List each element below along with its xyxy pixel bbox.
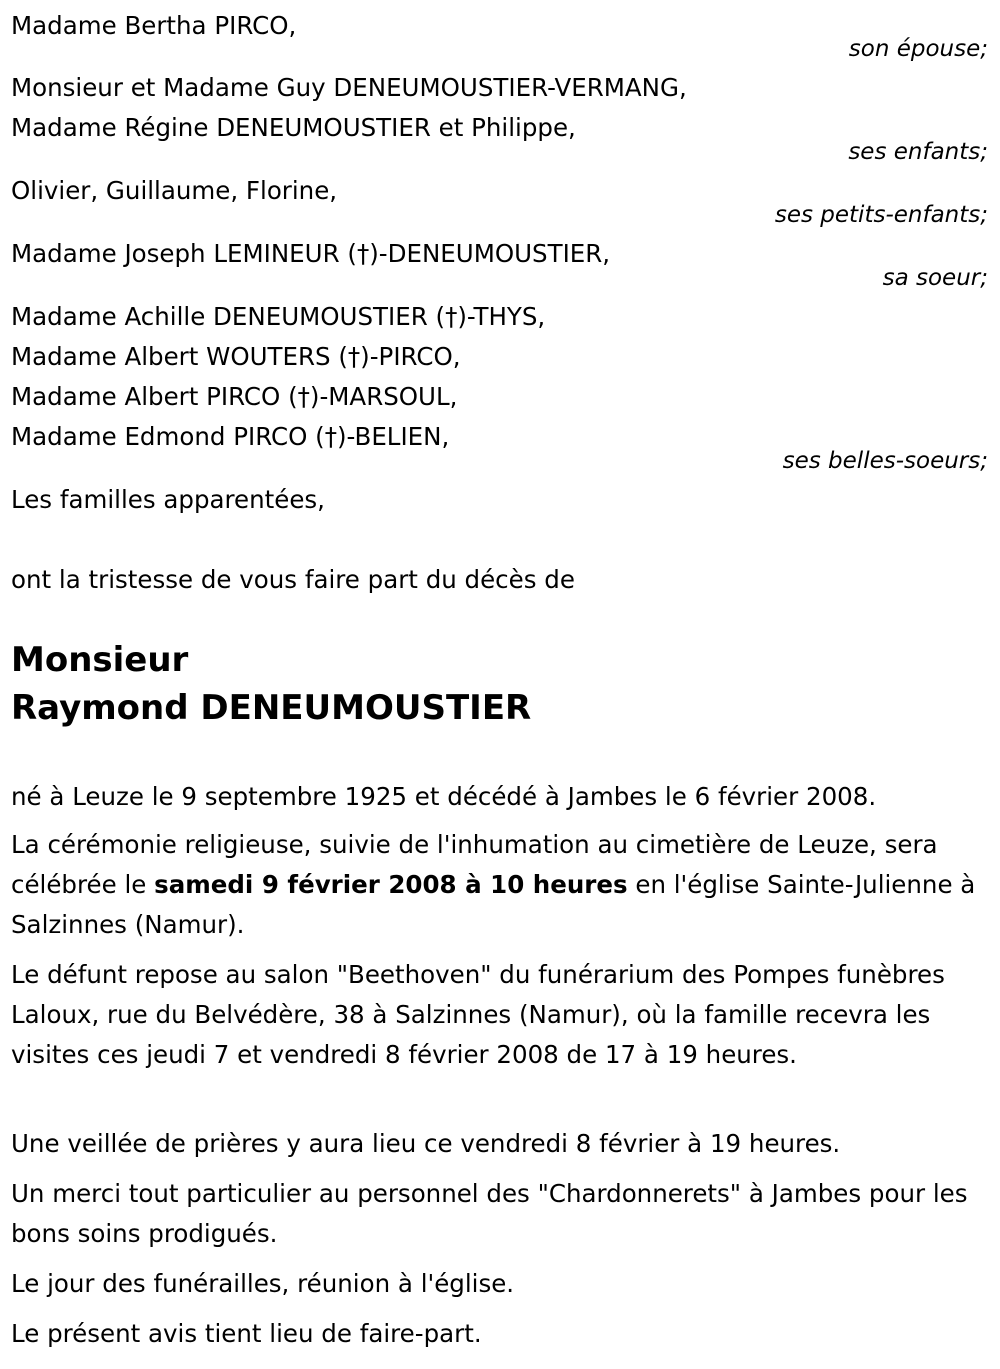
- family-member-line: Madame Achille DENEUMOUSTIER (†)-THYS,: [11, 302, 546, 331]
- ceremony-text: [11, 825, 989, 945]
- family-member-line: Madame Bertha PIRCO,: [11, 11, 297, 40]
- announcement-text: ont la tristesse de vous faire part du décès de: [11, 565, 575, 594]
- relationship-label: son épouse;: [848, 36, 988, 62]
- family-member-line: Madame Régine DENEUMOUSTIER et Philippe,: [11, 113, 576, 142]
- family-member-line: Les familles apparentées,: [11, 485, 325, 514]
- family-member-line: Madame Albert PIRCO (†)-MARSOUL,: [11, 382, 458, 411]
- family-member-line: Monsieur et Madame Guy DENEUMOUSTIER-VERMANG,: [11, 73, 687, 102]
- ceremony-text-start: La cérémonie religieuse, suivie de l'inhumation au cimetière de Leuze, sera célébrée le: [11, 830, 938, 899]
- relationship-label: ses belles-soeurs;: [782, 448, 988, 474]
- vigil-text: Une veillée de prières y aura lieu ce vendredi 8 février à 19 heures.: [11, 1129, 841, 1158]
- funeral-day-text: Le jour des funérailles, réunion à l'église.: [11, 1269, 515, 1298]
- relationship-label: sa soeur;: [882, 265, 988, 291]
- family-member-line: Madame Joseph LEMINEUR (†)-DENEUMOUSTIER,: [11, 239, 611, 268]
- deceased-title: Monsieur: [11, 640, 189, 680]
- thanks-text: Un merci tout particulier au personnel des "Chardonnerets" à Jambes pour les bons soins prodigués.: [11, 1179, 968, 1248]
- deceased-name: Raymond DENEUMOUSTIER: [11, 688, 532, 728]
- ceremony-text-end: en l'église Sainte-Julienne à Salzinnes (Namur).: [11, 870, 976, 939]
- ceremony-date-time: samedi 9 février 2008 à 10 heures: [154, 870, 628, 899]
- notice-text: Le présent avis tient lieu de faire-part.: [11, 1319, 482, 1348]
- family-member-line: Madame Edmond PIRCO (†)-BELIEN,: [11, 422, 450, 451]
- birth-death-text: né à Leuze le 9 septembre 1925 et décédé à Jambes le 6 février 2008.: [11, 782, 877, 811]
- relationship-label: ses petits-enfants;: [774, 202, 988, 228]
- family-member-line: Madame Albert WOUTERS (†)-PIRCO,: [11, 342, 461, 371]
- repose-text: Le défunt repose au salon "Beethoven" du funérarium des Pompes funèbres Laloux, rue du Belvédère, 38 à Salzinnes (Namur), où la famille recevra les visites ces jeudi 7 et vendredi 8 février 2008 de 17 à 19 heures.: [11, 960, 945, 1069]
- family-member-line: Olivier, Guillaume, Florine,: [11, 176, 338, 205]
- relationship-label: ses enfants;: [848, 139, 988, 165]
